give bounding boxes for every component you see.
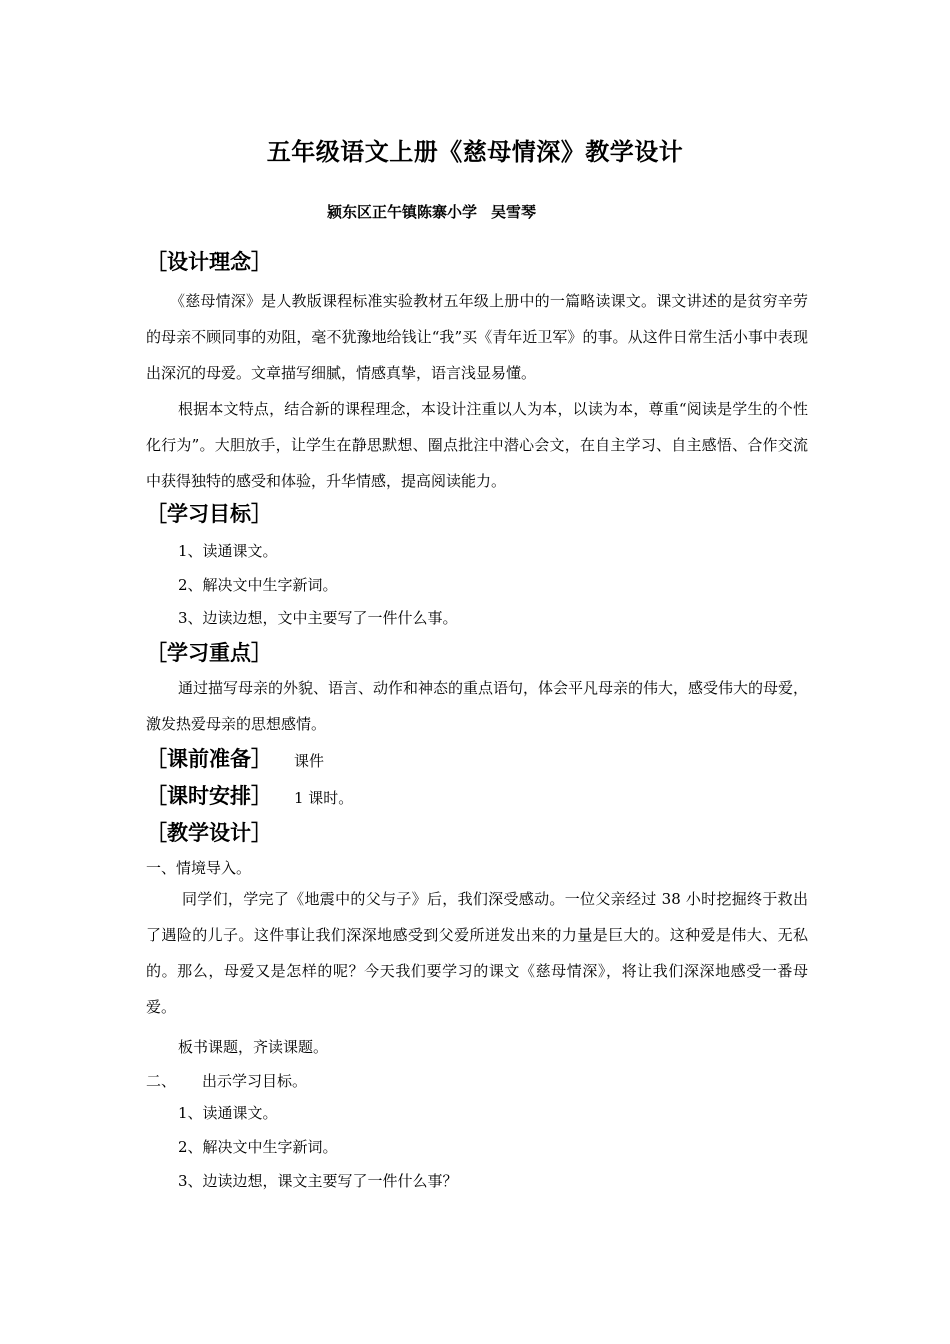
heading-design-concept: ［设计理念］ <box>146 250 272 274</box>
step-2-number: 二、 <box>146 1072 177 1090</box>
heading-teaching-design: ［教学设计］ <box>146 821 272 845</box>
design-concept-paragraph-2: 根据本文特点，结合新的课程理念，本设计注重以人为本，以读为本，尊重“阅读是学生的个性化行为”。大胆放手，让学生在静思默想、圈点批注中潜心会文，在自主学习、自主感悟、合作交流中获得独特的感受和体验，升华情感，提高阅读能力。 <box>146 400 808 490</box>
author-name: 吴雪琴 <box>491 203 537 221</box>
key-points-paragraph: 通过描写母亲的外貌、语言、动作和神态的重点语句，体会平凡母亲的伟大，感受伟大的母爱，激发热爱母亲的思想感情。 <box>146 679 809 733</box>
preparation-label: ［课前准备］ <box>146 747 272 771</box>
heading-preparation <box>146 743 324 773</box>
preparation-value: 课件 <box>294 752 325 770</box>
step-2-item: 3、边读边想，课文主要写了一件什么事？ <box>178 1172 458 1190</box>
heading-learning-goals: ［学习目标］ <box>146 502 272 526</box>
step-1-title: 一、情境导入。 <box>146 859 252 877</box>
learning-goal-item: 1、读通课文。 <box>178 542 278 560</box>
design-concept-paragraph-1: 《慈母情深》是人教版课程标准实验教材五年级上册中的一篇略读课文。课文讲述的是贫穷辛劳的母亲不顾同事的劝阻，毫不犹豫地给钱让“我”买《青年近卫军》的事。从这件日常生活小事中表现出深沉的母爱。文章描写细腻，情感真挚，语言浅显易懂。 <box>146 292 808 382</box>
step-2-item: 2、解决文中生字新词。 <box>178 1138 338 1156</box>
step-2-title: 出示学习目标。 <box>202 1072 308 1090</box>
heading-key-points: ［学习重点］ <box>146 641 272 665</box>
step-1-paragraph: 同学们，学完了《地震中的父与子》后，我们深受感动。一位父亲经过 38 小时挖掘终于救出了遇险的儿子。这件事让我们深深地感受到父爱所迸发出来的力量是巨大的。这种爱是伟大、无私的。那么，母爱又是怎样的呢？今天我们要学习的课文《慈母情深》，将让我们深深地感受一番母爱。 <box>146 890 808 1016</box>
step-2-item: 1、读通课文。 <box>178 1104 278 1122</box>
document-title: 五年级语文上册《慈母情深》教学设计 <box>266 138 684 166</box>
schedule-label: ［课时安排］ <box>146 784 272 808</box>
schedule-value: 1 课时。 <box>294 789 354 807</box>
author-school: 颍东区正午镇陈寨小学 <box>327 203 478 221</box>
heading-schedule <box>146 780 353 810</box>
author-line <box>327 201 536 222</box>
step-1-board: 板书课题，齐读课题。 <box>178 1038 329 1056</box>
learning-goal-item: 2、解决文中生字新词。 <box>178 576 338 594</box>
learning-goal-item: 3、边读边想，文中主要写了一件什么事。 <box>178 609 458 627</box>
